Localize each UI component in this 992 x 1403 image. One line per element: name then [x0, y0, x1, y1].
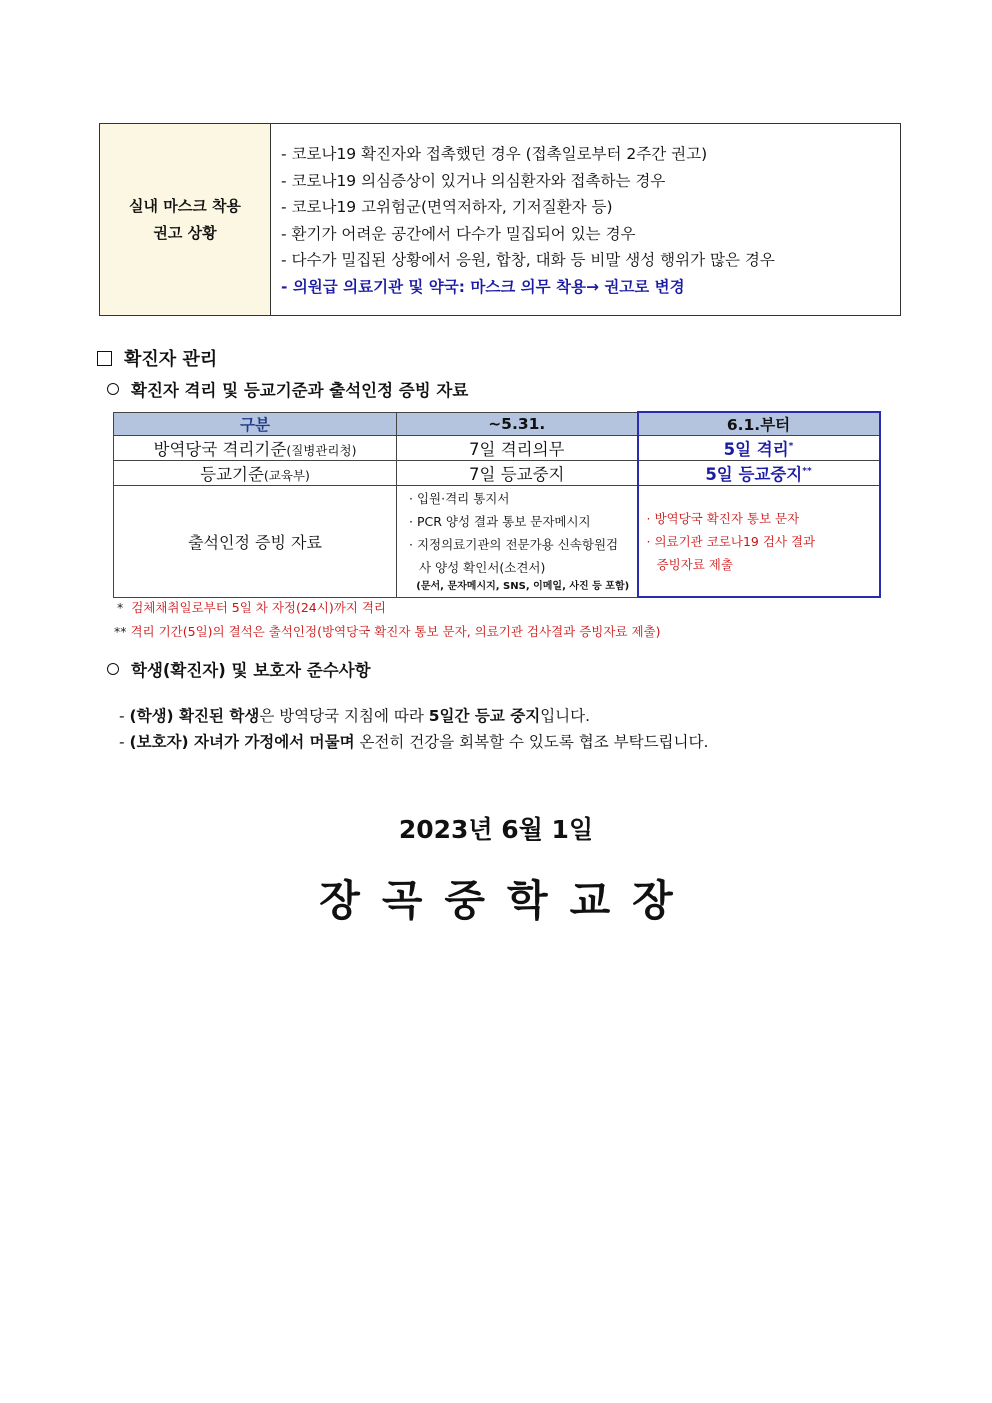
row-old-value: 7일 등교중지	[397, 461, 638, 486]
list-item: · 의료기관 코로나19 검사 결과	[646, 533, 816, 549]
list-item: 증빙자료 제출	[656, 556, 733, 572]
row-new-evidence-list	[638, 486, 880, 598]
footnote-2: ** 격리 기간(5일)의 결석은 출석인정(방역당국 확진자 통보 문자, 의료기관 검사결과 증빙자료 제출)	[114, 624, 661, 639]
guide-line-guardian: - (보호자) 자녀가 가정에서 머물며 온전히 건강을 회복할 수 있도록 협조 부탁드립니다.	[119, 733, 709, 751]
mask-label-cell	[100, 124, 271, 315]
list-item: · 지정의료기관의 전문가용 신속항원검	[409, 537, 619, 553]
evidence-note: (문서, 문자메시지, SNS, 이메일, 사진 등 포함)	[416, 581, 630, 593]
document-date: 2023년 6월 1일	[398, 815, 594, 844]
guide-line-student: - (학생) 확진된 학생은 방역당국 지침에 따라 5일간 등교 중지입니다.	[119, 707, 591, 725]
subsection-title-1-text: 확진자 격리 및 등교기준과 출석인정 증빙 자료	[131, 381, 469, 400]
row-label: 방역당국 격리기준(질병관리청)	[114, 436, 397, 461]
table-row	[114, 461, 880, 486]
school-principal-signature: 장곡중학교장	[319, 876, 695, 925]
checkbox-square-icon	[97, 351, 112, 366]
mask-item: - 코로나19 고위험군(면역저하자, 기저질환자 등)	[281, 198, 613, 216]
section-title	[97, 345, 217, 371]
footnote-1: * 검체채취일로부터 5일 차 자정(24시)까지 격리	[117, 600, 386, 615]
circle-bullet-icon	[107, 383, 119, 395]
circle-bullet-icon	[107, 663, 119, 675]
header-old-period: ~5.31.	[397, 412, 638, 436]
table-header-row	[114, 412, 880, 436]
row-label: 등교기준(교육부)	[114, 461, 397, 486]
mask-item: - 다수가 밀집된 상황에서 응원, 합창, 대화 등 비말 생성 행위가 많은 경우	[281, 251, 775, 269]
mask-label-line1: 실내 마스크 착용	[129, 196, 241, 215]
row-old-value: 7일 격리의무	[397, 436, 638, 461]
mask-items-cell	[271, 124, 900, 315]
mask-item: - 코로나19 의심증상이 있거나 의심환자와 접촉하는 경우	[281, 171, 666, 190]
mask-label-line2: 권고 상황	[153, 223, 217, 242]
header-category: 구분	[114, 412, 397, 436]
table-row	[114, 486, 880, 598]
list-item: 사 양성 확인서(소견서)	[419, 560, 546, 576]
section-title-text: 확진자 관리	[124, 349, 218, 370]
list-item: · PCR 양성 결과 통보 문자메시지	[409, 514, 591, 530]
subsection-title-2-text: 학생(확진자) 및 보호자 준수사항	[131, 661, 371, 680]
header-new-period: 6.1.부터	[638, 412, 880, 436]
table-row	[114, 436, 880, 461]
row-new-value: 5일 격리*	[638, 436, 880, 461]
subsection-title-2	[107, 657, 371, 681]
mask-item-highlight: - 의원급 의료기관 및 약국: 마스크 의무 착용→ 권고로 변경	[281, 277, 685, 296]
list-item: · 입원·격리 통지서	[409, 491, 510, 507]
mask-item: - 환기가 어려운 공간에서 다수가 밀집되어 있는 경우	[281, 224, 636, 243]
row-label: 출석인정 증빙 자료	[114, 486, 397, 598]
mask-item: - 코로나19 확진자와 접촉했던 경우 (접촉일로부터 2주간 권고)	[281, 145, 708, 163]
isolation-criteria-table	[113, 411, 881, 598]
row-old-evidence-list	[397, 486, 638, 598]
row-new-value: 5일 등교중지**	[638, 461, 880, 486]
list-item: · 방역당국 확진자 통보 문자	[646, 510, 800, 526]
mask-recommendation-table	[99, 123, 901, 316]
subsection-title-1	[107, 377, 468, 401]
